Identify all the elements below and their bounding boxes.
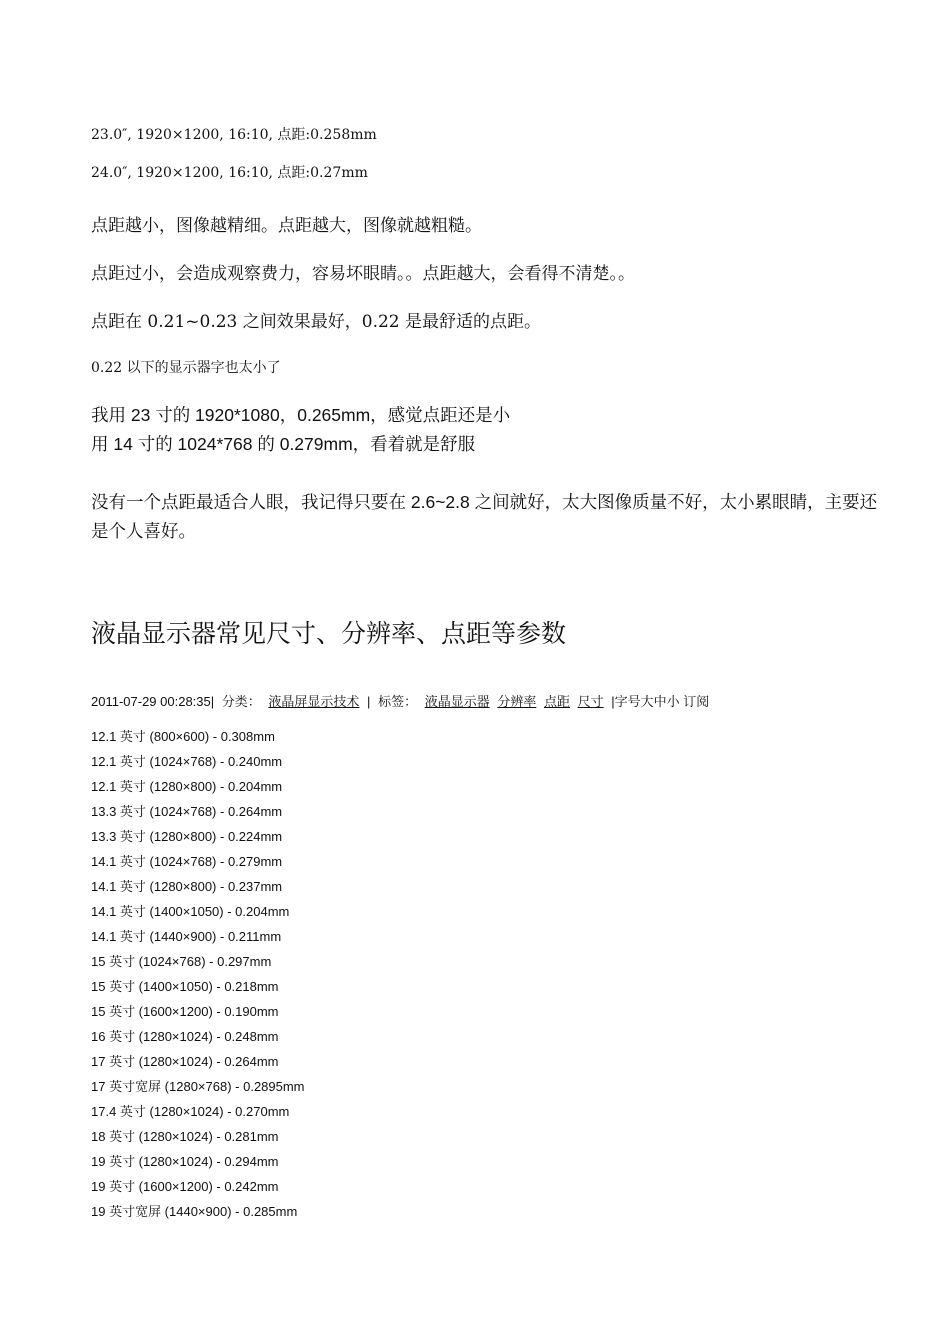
spec-row: 15 英寸 (1024×768) - 0.297mm <box>91 954 272 969</box>
note-line: 点距在 0.21~0.23 之间效果最好，0.22 是最舒适的点距。 <box>91 312 542 332</box>
meta-category-label: 分类： <box>221 694 261 709</box>
spec-line: 24.0″, 1920×1200, 16:10, 点距:0.27mm <box>91 165 368 181</box>
spec-row: 16 英寸 (1280×1024) - 0.248mm <box>91 1029 279 1044</box>
spec-row: 14.1 英寸 (1440×900) - 0.211mm <box>91 929 282 944</box>
spec-row: 14.1 英寸 (1400×1050) - 0.204mm <box>91 904 290 919</box>
spec-row: 12.1 英寸 (800×600) - 0.308mm <box>91 729 275 744</box>
spec-row: 17 英寸宽屏 (1280×768) - 0.2895mm <box>91 1079 305 1094</box>
comment-line: 用 14 寸的 1024*768 的 0.279mm，看着就是舒服 <box>91 434 476 454</box>
article-meta <box>91 691 713 710</box>
spec-row: 13.3 英寸 (1024×768) - 0.264mm <box>91 804 283 819</box>
spec-row: 19 英寸 (1600×1200) - 0.242mm <box>91 1179 279 1194</box>
spec-row: 15 英寸 (1600×1200) - 0.190mm <box>91 1004 279 1019</box>
meta-tail: |字号大中小 订阅 <box>611 694 710 709</box>
note-line: 点距越小，图像越精细。点距越大，图像就越粗糙。 <box>91 216 482 236</box>
spec-row: 17 英寸 (1280×1024) - 0.264mm <box>91 1054 279 1069</box>
spec-row: 12.1 英寸 (1024×768) - 0.240mm <box>91 754 283 769</box>
tag-link[interactable]: 点距 <box>543 694 570 709</box>
spec-row: 19 英寸宽屏 (1440×900) - 0.285mm <box>91 1204 298 1219</box>
spec-row: 12.1 英寸 (1280×800) - 0.204mm <box>91 779 283 794</box>
spec-list <box>91 724 305 1224</box>
meta-tags-label: 标签： <box>378 694 418 709</box>
spec-row: 17.4 英寸 (1280×1024) - 0.270mm <box>91 1104 290 1119</box>
spec-row: 14.1 英寸 (1280×800) - 0.237mm <box>91 879 283 894</box>
small-note: 0.22 以下的显示器字也太小了 <box>91 360 281 376</box>
meta-separator: | <box>367 694 371 709</box>
meta-datetime: 2011-07-29 00:28:35| <box>91 694 215 709</box>
tag-link[interactable]: 尺寸 <box>577 694 604 709</box>
tag-link[interactable]: 液晶显示器 <box>424 694 490 709</box>
spec-row: 13.3 英寸 (1280×800) - 0.224mm <box>91 829 283 844</box>
tag-link[interactable]: 分辨率 <box>497 694 537 709</box>
spec-row: 19 英寸 (1280×1024) - 0.294mm <box>91 1154 279 1169</box>
comment-line: 我用 23 寸的 1920*1080，0.265mm，感觉点距还是小 <box>91 405 511 425</box>
article-title: 液晶显示器常见尺寸、分辨率、点距等参数 <box>91 619 567 648</box>
spec-row: 14.1 英寸 (1024×768) - 0.279mm <box>91 854 283 869</box>
paragraph: 没有一个点距最适合人眼，我记得只要在 2.6~2.8 之间就好，太大图像质量不好，太小累眼睛，主要还是个人喜好。 <box>91 492 878 541</box>
spec-line: 23.0″, 1920×1200, 16:10, 点距:0.258mm <box>91 127 377 143</box>
spec-row: 18 英寸 (1280×1024) - 0.281mm <box>91 1129 279 1144</box>
category-link[interactable]: 液晶屏显示技术 <box>268 694 360 709</box>
spec-row: 15 英寸 (1400×1050) - 0.218mm <box>91 979 279 994</box>
note-line: 点距过小，会造成观察费力，容易坏眼睛。。点距越大，会看得不清楚。。 <box>91 264 635 284</box>
